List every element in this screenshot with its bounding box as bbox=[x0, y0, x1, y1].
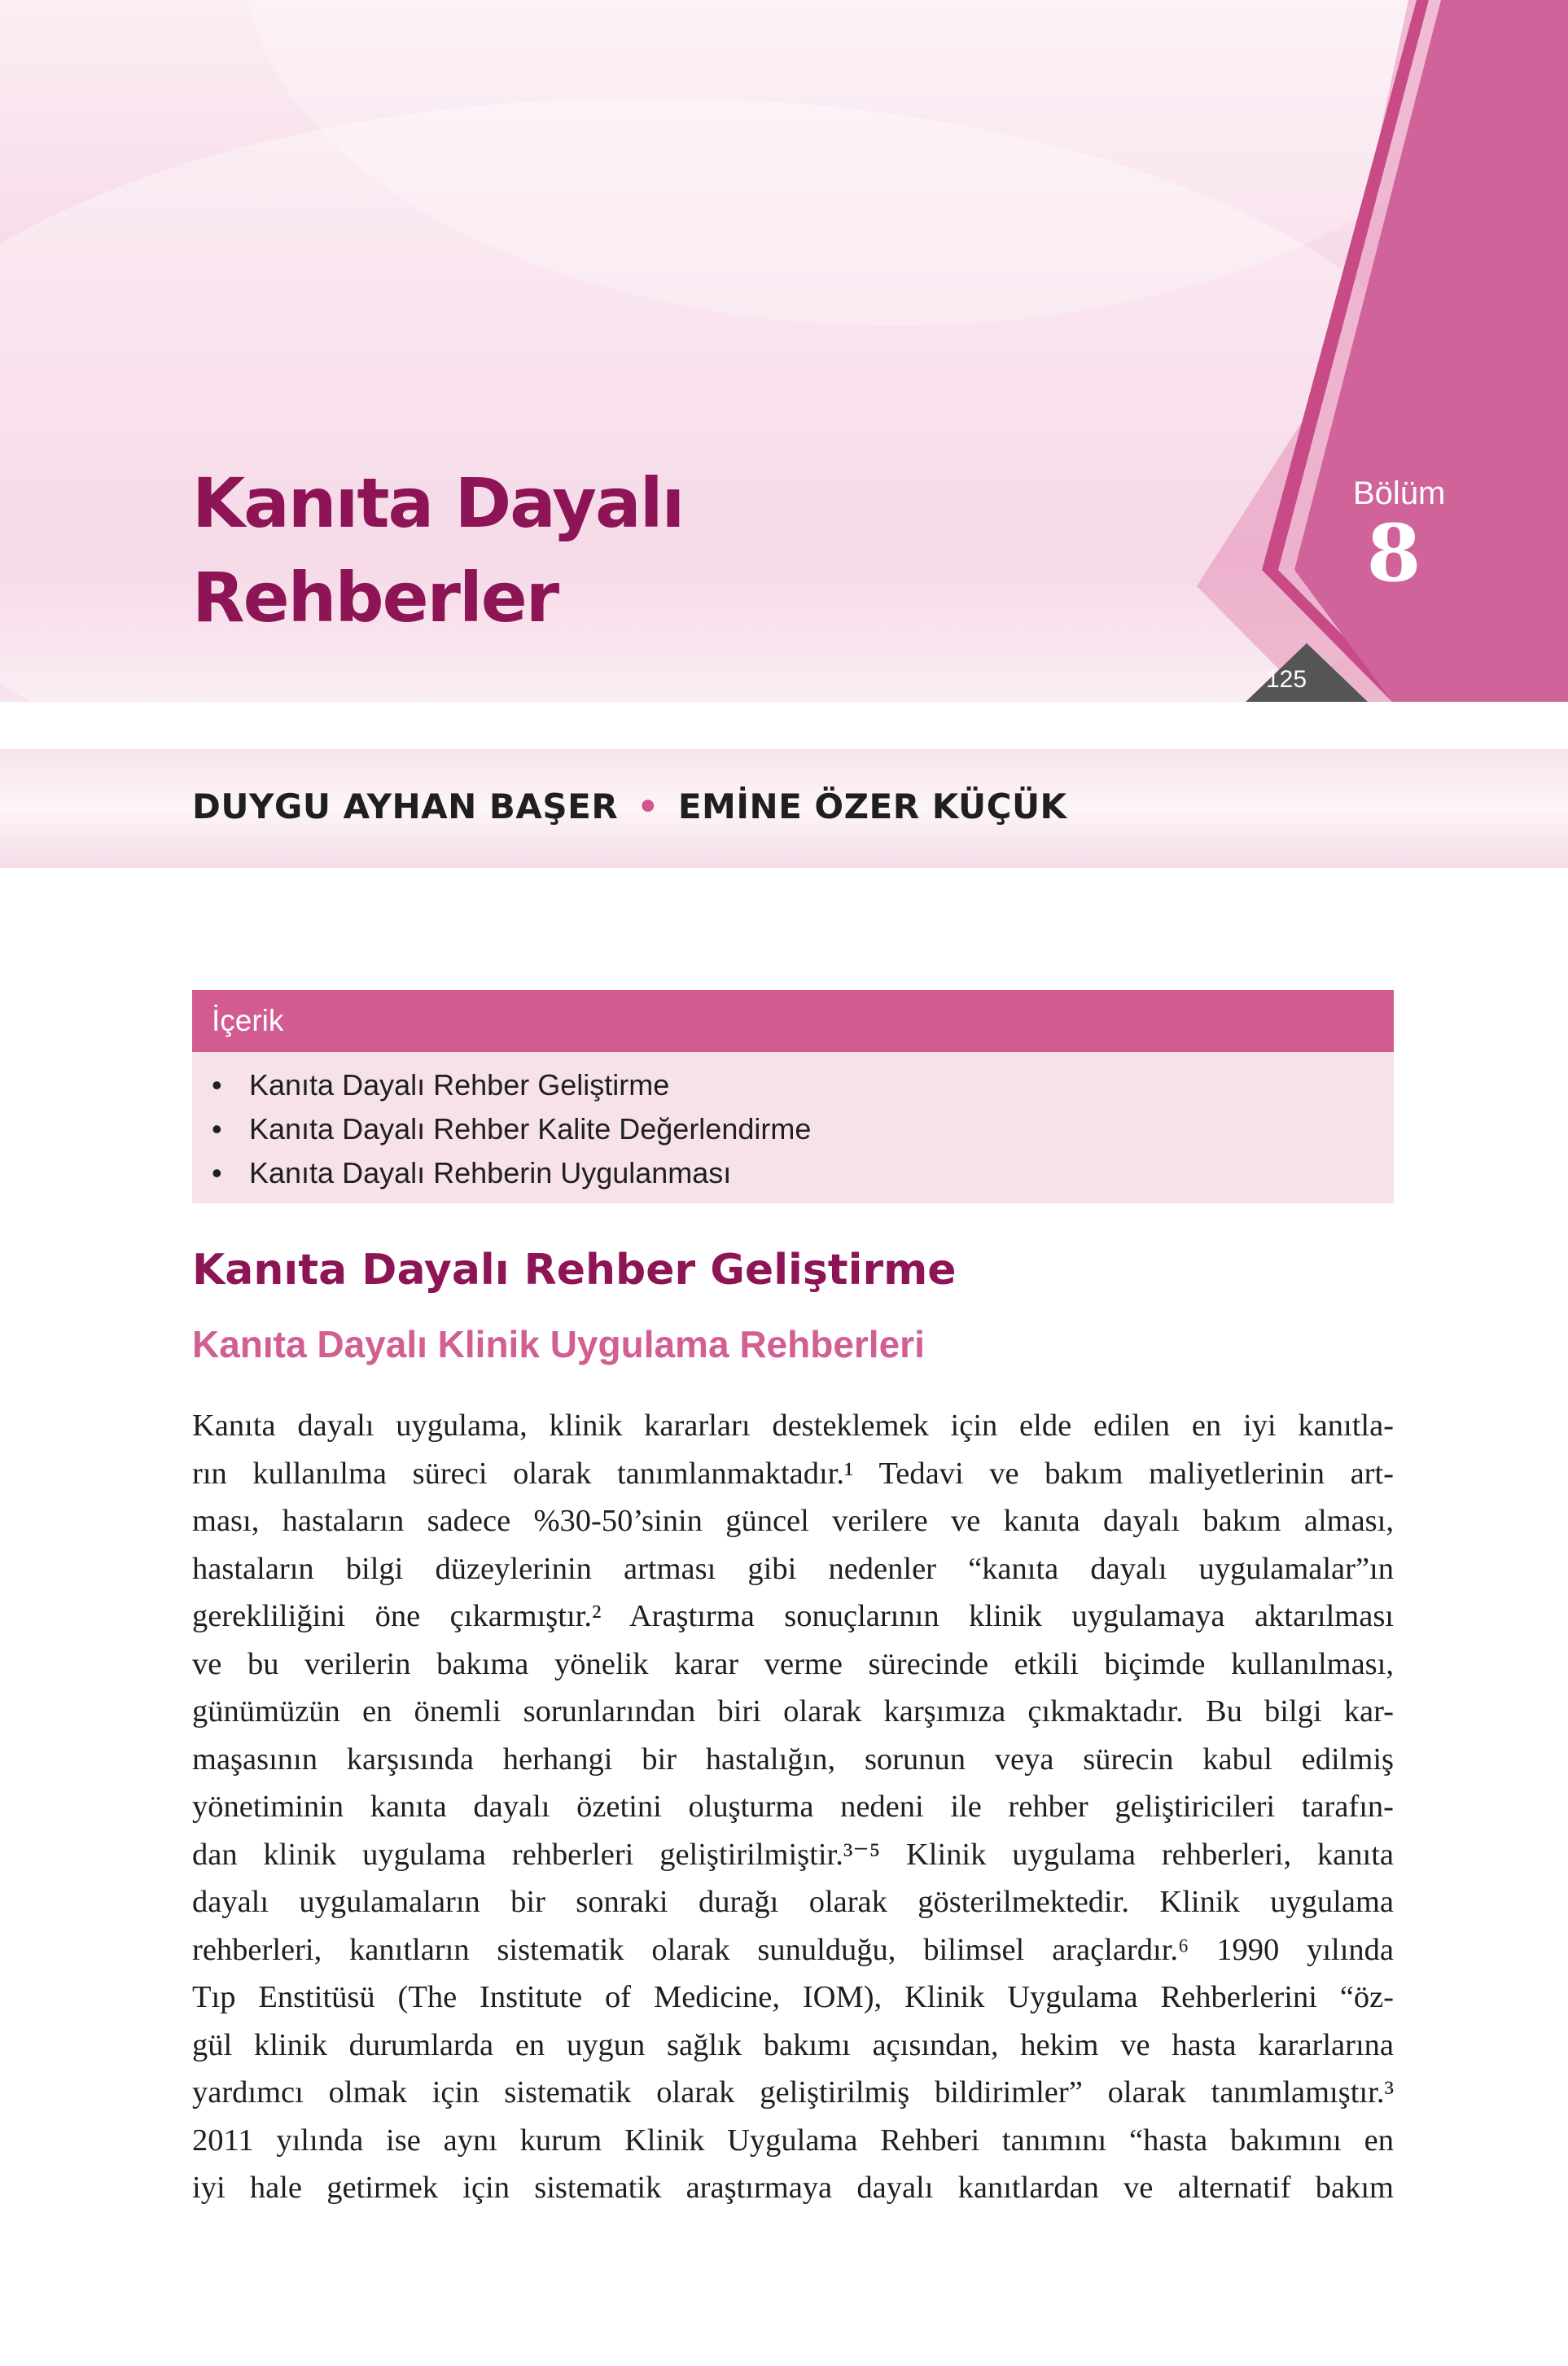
body-line: dayalı uygulamaların bir sonraki durağı olarak gösterilmektedir. Klinik uygulama bbox=[192, 1885, 1394, 1919]
contents-item bbox=[212, 1107, 1394, 1151]
chapter-title-line: Rehberler bbox=[192, 558, 558, 638]
body-line: iyi hale getirmek için sistematik araştırmaya dayalı kanıtlardan ve alternatif bakım bbox=[192, 2171, 1394, 2205]
body-line: dan klinik uygulama rehberleri geliştirilmiştir.³⁻⁵ Klinik uygulama rehberleri, kanıta bbox=[192, 1837, 1394, 1872]
body-line: ve bu verilerin bakıma yönelik karar verme sürecinde etkili biçimde kullanılması, bbox=[192, 1646, 1394, 1681]
body-line: gerekliliğini öne çıkarmıştır.² Araştırma sonuçlarının klinik uygulamaya aktarılması bbox=[192, 1599, 1394, 1633]
chapter-label: Bölüm bbox=[1353, 475, 1446, 511]
contents-box bbox=[192, 990, 1394, 1203]
author-separator: • bbox=[637, 786, 659, 826]
contents-item bbox=[212, 1063, 1394, 1107]
bullet-icon: • bbox=[212, 1068, 222, 1102]
body-line: hastaların bilgi düzeylerinin artması gibi nedenler “kanıta dayalı uygulamalar”ın bbox=[192, 1551, 1394, 1586]
body-line: rehberleri, kanıtların sistematik olarak sunulduğu, bilimsel araçlardır.⁶ 1990 yılında bbox=[192, 1932, 1394, 1967]
body-line: rın kullanılma süreci olarak tanımlanmaktadır.¹ Tedavi ve bakım maliyetlerinin art- bbox=[192, 1456, 1394, 1491]
author-name: DUYGU AYHAN BAŞER bbox=[192, 786, 619, 826]
contents-item bbox=[212, 1151, 1394, 1195]
body-line: Tıp Enstitüsü (The Institute of Medicine, IOM), Klinik Uygulama Rehberlerini “öz- bbox=[192, 1980, 1394, 2014]
contents-item-label: Kanıta Dayalı Rehber Kalite Değerlendirme bbox=[249, 1112, 812, 1146]
page-number: 125 bbox=[1265, 666, 1307, 693]
body-line: günümüzün en önemli sorunlarından biri olarak karşımıza çıkmaktadır. Bu bilgi kar- bbox=[192, 1694, 1394, 1728]
contents-item-label: Kanıta Dayalı Rehberin Uygulanması bbox=[249, 1156, 732, 1190]
body-line: gül klinik durumlarda en uygun sağlık bakımı açısından, hekim ve hasta kararlarına bbox=[192, 2027, 1394, 2062]
body-line: yardımcı olmak için sistematik olarak geliştirilmiş bildirimler” olarak tanımlamıştır.³ bbox=[192, 2075, 1394, 2110]
contents-item-label: Kanıta Dayalı Rehber Geliştirme bbox=[249, 1068, 670, 1102]
chapter-title bbox=[192, 456, 1169, 645]
chapter-title-line: Kanıta Dayalı bbox=[192, 463, 684, 543]
body-line: ması, hastaların sadece %30-50’sinin güncel verilere ve kanıta dayalı bakım alması, bbox=[192, 1504, 1394, 1538]
bullet-icon: • bbox=[212, 1112, 222, 1146]
body-line: 2011 yılında ise aynı kurum Klinik Uygulama Rehberi tanımını “hasta bakımını en bbox=[192, 2123, 1394, 2158]
section-title: Kanıta Dayalı Rehber Geliştirme bbox=[192, 1246, 957, 1295]
bullet-icon: • bbox=[212, 1156, 222, 1190]
body-line: Kanıta dayalı uygulama, klinik kararları desteklemek için elde edilen en iyi kanıtla- bbox=[192, 1409, 1394, 1443]
contents-list bbox=[192, 1052, 1394, 1195]
author-name: EMİNE ÖZER KÜÇÜK bbox=[677, 786, 1067, 826]
chapter-number: 8 bbox=[1366, 507, 1421, 599]
subsection-title: Kanıta Dayalı Klinik Uygulama Rehberleri bbox=[192, 1323, 925, 1365]
contents-heading: İçerik bbox=[192, 990, 1394, 1052]
authors-line bbox=[192, 786, 1495, 826]
body-paragraph bbox=[192, 1402, 1394, 2212]
body-line: yönetiminin kanıta dayalı özetini oluşturma nedeni ile rehber geliştiricileri tarafın- bbox=[192, 1790, 1394, 1824]
body-line: maşasının karşısında herhangi bir hastalığın, sorunun veya sürecin kabul edilmiş bbox=[192, 1742, 1394, 1777]
